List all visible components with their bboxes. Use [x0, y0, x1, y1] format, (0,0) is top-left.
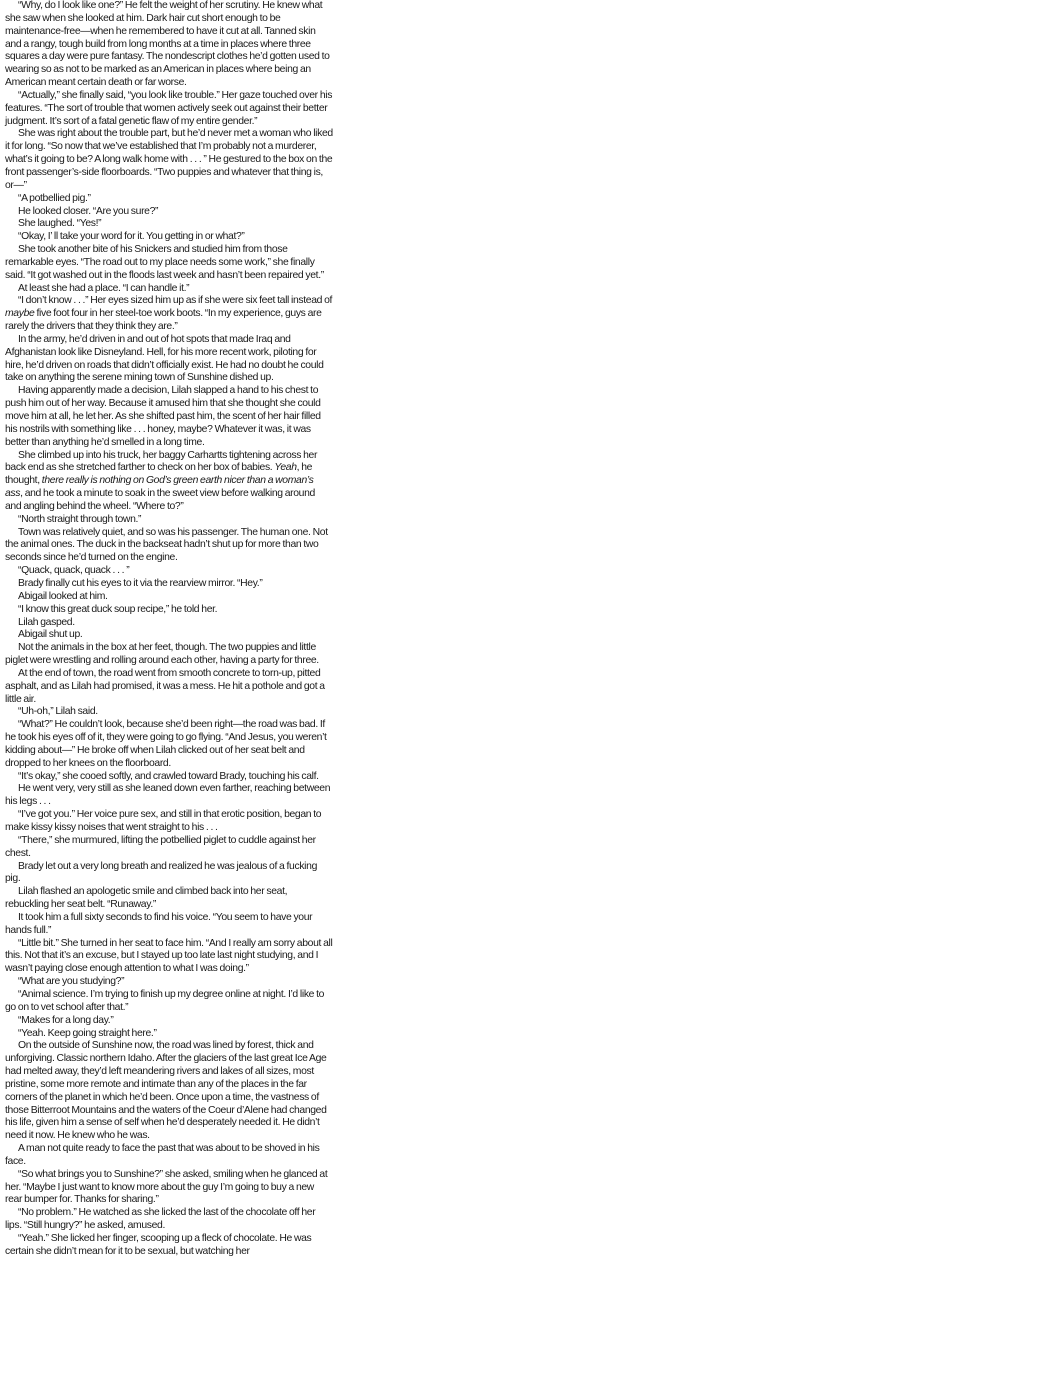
text-run: “Why, do I look like one?” He felt the weight of her scrutiny. He knew what she saw when she looked at him. Dark hair cut short enough to be maintenance-free—when he remembered to have it cut at all. Tanned skin and a rangy, tough build from long months at a time in places where three squares a day were pure fantasy. The nondescript clothes he’d gotten used to wearing so as not to be marked as an American in places where being an American meant certain death or far worse.	[5, 0, 330, 89]
text-run: , he thought,	[5, 462, 313, 487]
paragraph	[5, 1028, 333, 1041]
italic-text-run: Yeah	[274, 462, 297, 474]
italic-text-run: there really is nothing on God’s green earth nicer than a woman’s ass	[5, 475, 314, 500]
text-run: “Actually,” she finally said, “you look like trouble.” Her gaze touched over his features. “The sort of trouble that women actively seek out against their better judgment. It’s sort of a fatal genetic flaw of my entire gender.”	[5, 89, 333, 127]
text-run: She was right about the trouble part, but he’d never met a woman who liked it for long. “So now that we’ve established that I’m probably not a murderer, what’s it going to be? A long walk home with . . . ” He gestured to the box on the front passenger’s-side floorboards. “Two puppies and whatever that thing is, or—”	[5, 128, 333, 191]
text-run: , and he took a minute to soak in the sweet view before walking around and angling behind the wheel. “Where to?”	[5, 488, 315, 512]
text-run: Lilah gasped.	[18, 616, 75, 628]
text-run: “No problem.” He watched as she licked the last of the chocolate off her lips. “Still hungry?” he asked, amused.	[5, 1207, 316, 1232]
text-run: “Little bit.” She turned in her seat to face him. “And I really am sorry about all this. Not that it’s an excuse, but I stayed up too late last night studying, and I wasn’t paying close enough attention to what I was doing.”	[5, 937, 333, 975]
text-run: five foot four in her steel-toe work boots. “In my experience, guys are rarely the drivers that they think they are.”	[5, 308, 322, 333]
paragraph	[5, 591, 333, 604]
paragraph	[5, 642, 333, 668]
text-run: “Animal science. I’m trying to finish up my degree online at night. I’d like to go on to vet school after that.”	[5, 988, 325, 1013]
text-run: Not the animals in the box at her feet, though. The two puppies and little piglet were wrestling and rolling around each other, having a party for three.	[5, 642, 319, 667]
paragraph	[5, 1040, 333, 1143]
text-run: “Yeah.” She licked her finger, scooping up a fleck of chocolate. He was certain she didn’t mean for it to be sexual, but watching her	[5, 1233, 312, 1257]
paragraph	[5, 617, 333, 630]
paragraph	[5, 604, 333, 617]
text-run: Brady let out a very long breath and realized he was jealous of a fucking pig.	[5, 860, 317, 885]
paragraph	[5, 938, 333, 977]
paragraph	[5, 244, 333, 283]
text-run: She took another bite of his Snickers and studied him from those remarkable eyes. “The road out to my place needs some work,” she finally said. “It got washed out in the floods last week and hasn’t been repaired yet.”	[5, 244, 324, 281]
paragraph	[5, 1015, 333, 1028]
text-run: Town was relatively quiet, and so was his passenger. The human one. Not the animal ones. The duck in the backseat hadn’t shut up for more than two seconds since he’d turned on the engine.	[5, 526, 328, 564]
paragraph	[5, 206, 333, 219]
paragraph	[5, 809, 333, 835]
paragraph	[5, 527, 333, 566]
text-run: In the army, he’d driven in and out of hot spots that made Iraq and Afghanistan look like Disneyland. Hell, for his more recent work, piloting for hire, he’d driven on roads that didn’t officially exist. He had no doubt he could take on anything the serene mining town of Sunshine dished up.	[5, 333, 324, 384]
paragraph	[5, 1143, 333, 1169]
paragraph	[5, 1233, 333, 1259]
text-run: Having apparently made a decision, Lilah slapped a hand to his chest to push him out of her way. Because it amused him that she thought she could move him at all, he let her. As she shifted past him, the scent of her hair filled his nostrils with something like . . . honey, maybe? Whatever it was, it was better than anything he’d smelled in a long time.	[5, 385, 321, 448]
italic-text-run: maybe	[5, 308, 35, 320]
text-run: “Makes for a long day.”	[18, 1014, 114, 1026]
text-run: “Uh-oh,” Lilah said.	[18, 706, 98, 718]
text-run: “Yeah. Keep going straight here.”	[18, 1027, 157, 1039]
paragraph	[5, 861, 333, 887]
paragraph	[5, 385, 333, 449]
paragraph	[5, 886, 333, 912]
text-run: “Okay, I’ ll take your word for it. You getting in or what?”	[18, 231, 245, 243]
text-run: “There,” she murmured, lifting the potbellied piglet to cuddle against her chest.	[5, 834, 316, 859]
paragraph	[5, 976, 333, 989]
text-run: “I’ve got you.” Her voice pure sex, and still in that erotic position, began to make kissy kissy noises that went straight to his . . .	[5, 809, 322, 833]
paragraph	[5, 90, 333, 129]
text-run: Abigail looked at him.	[18, 590, 108, 602]
text-run: “It’s okay,” she cooed softly, and crawled toward Brady, touching his calf.	[18, 770, 319, 782]
paragraph	[5, 783, 333, 809]
paragraph	[5, 218, 333, 231]
text-run: “North straight through town.”	[18, 513, 142, 525]
text-run: “What?” He couldn’t look, because she’d been right—the road was bad. If he took his eyes off of it, they were going to go flying. “And Jesus, you weren’t kidding about—” He broke off when Lilah clicked out of her seat belt and dropped to her knees on the floorboard.	[5, 719, 327, 769]
paragraph	[5, 835, 333, 861]
text-run: It took him a full sixty seconds to find his voice. “You seem to have your hands full.”	[5, 911, 313, 936]
paragraph	[5, 334, 333, 385]
text-run: At least she had a place. “I can handle it.”	[18, 282, 190, 294]
paragraph	[5, 629, 333, 642]
paragraph	[5, 0, 333, 90]
text-run: She laughed. “Yes!”	[18, 218, 102, 230]
paragraph	[5, 295, 333, 334]
paragraph	[5, 565, 333, 578]
text-run: On the outside of Sunshine now, the road was lined by forest, thick and unforgiving. Classic northern Idaho. After the glaciers of the last great Ice Age had melted away, they’d left meandering rivers and lakes of all sizes, most pristine, some more remote and intimate than any of the places in the far corners of the planet in which he’d been. Once upon a time, the vastness of those Bitterroot Mountains and the waters of the Coeur d’Alene had changed his life, given him a sense of self when he’d desperately needed it. He didn’t need it now. He knew who he was.	[5, 1040, 327, 1142]
text-run: “Quack, quack, quack . . . ”	[18, 565, 130, 577]
paragraph	[5, 912, 333, 938]
text-run: A man not quite ready to face the past that was about to be shoved in his face.	[5, 1143, 320, 1167]
text-run: “I don’t know . . .” Her eyes sized him up as if she were six feet tall instead of	[18, 295, 333, 307]
paragraph	[5, 578, 333, 591]
paragraph	[5, 1207, 333, 1233]
paragraph	[5, 450, 333, 514]
text-run: Brady finally cut his eyes to it via the rearview mirror. “Hey.”	[18, 577, 263, 589]
paragraph	[5, 231, 333, 244]
text-run: He looked closer. “Are you sure?”	[18, 205, 159, 217]
paragraph	[5, 668, 333, 707]
text-run: “So what brings you to Sunshine?” she asked, smiling when he glanced at her. “Maybe I just want to know more about the guy I’m going to buy a new rear bumper for. Thanks for sharing.”	[5, 1168, 328, 1206]
text-run: He went very, very still as she leaned down even farther, reaching between his legs . . .	[5, 783, 331, 808]
book-page-text	[5, 0, 333, 1259]
text-run: At the end of town, the road went from smooth concrete to torn-up, pitted asphalt, and as Lilah had promised, it was a mess. He hit a pothole and got a little air.	[5, 667, 325, 705]
text-run: “What are you studying?”	[18, 976, 125, 988]
paragraph	[5, 706, 333, 719]
text-run: She climbed up into his truck, her baggy Carhartts tightening across her back end as she stretched farther to check on her box of babies.	[5, 449, 318, 474]
paragraph	[5, 1169, 333, 1208]
paragraph	[5, 989, 333, 1015]
text-run: “I know this great duck soup recipe,” he told her.	[18, 603, 218, 615]
text-run: Lilah flashed an apologetic smile and climbed back into her seat, rebuckling her seat belt. “Runaway.”	[5, 886, 288, 911]
paragraph	[5, 719, 333, 770]
paragraph	[5, 514, 333, 527]
paragraph	[5, 128, 333, 192]
paragraph	[5, 771, 333, 784]
paragraph	[5, 193, 333, 206]
text-run: Abigail shut up.	[18, 629, 83, 641]
text-run: “A potbellied pig.”	[18, 192, 91, 204]
paragraph	[5, 283, 333, 296]
